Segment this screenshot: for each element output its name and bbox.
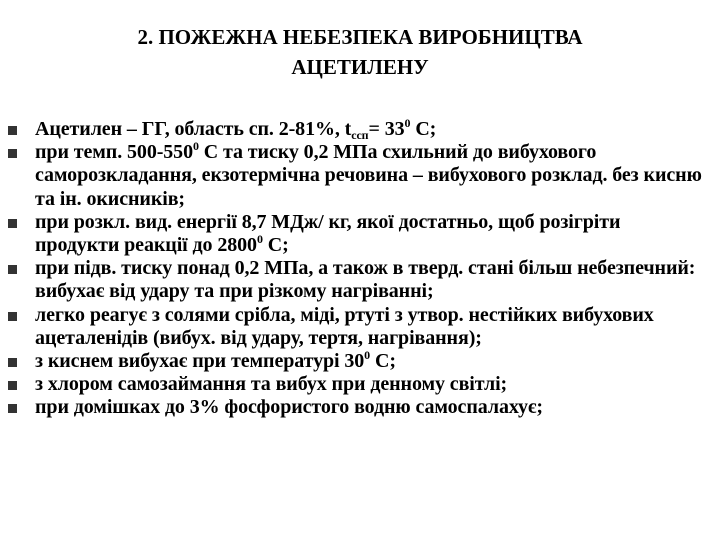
bullet-superscript: 0: [364, 348, 371, 363]
bullet-text-tail: С;: [262, 234, 289, 257]
square-bullet-icon: [8, 312, 17, 321]
square-bullet-icon: [8, 265, 17, 274]
square-bullet-icon: [8, 358, 17, 367]
bullet-text: при розкл. вид. енергії 8,7 МДж/ кг, якої достатньо, щоб розігріти продукти реакції до 2800: [35, 210, 621, 257]
square-bullet-icon: [8, 126, 17, 135]
bullet-text: легко реагує з солями срібла, міді, ртуті з утвор. нестійких вибухових ацеталенідів (вибух. від удару, тертя, нагрівання);: [35, 303, 654, 349]
square-bullet-icon: [8, 149, 17, 158]
slide-title: [60, 22, 660, 82]
bullet-superscript: 0: [256, 232, 263, 247]
bullet-item: [8, 373, 708, 396]
bullet-subscript: ссп: [351, 128, 369, 142]
title-line-2: АЦЕТИЛЕНУ: [291, 55, 429, 79]
bullet-item: [8, 211, 708, 257]
bullet-text: з киснем вибухає при температурі 30: [35, 350, 365, 373]
square-bullet-icon: [8, 381, 17, 390]
bullet-text: Ацетилен – ГГ, область сп. 2-81%, t: [35, 118, 352, 140]
square-bullet-icon: [8, 219, 17, 228]
bullet-superscript: 0: [192, 139, 199, 154]
bullet-text-tail: С;: [410, 118, 437, 140]
bullet-text: при підв. тиску понад 0,2 МПа, а також в тверд. стані більш небезпечний: вибухає від удару та при різкому нагріванні;: [35, 257, 696, 303]
bullet-text: при темп. 500-550: [35, 141, 193, 164]
bullet-text: з хлором самозаймання та вибух при денному світлі;: [35, 373, 508, 396]
bullet-superscript: 0: [404, 116, 411, 130]
bullet-text-mid: = 33: [368, 118, 405, 140]
title-line-1: 2. ПОЖЕЖНА НЕБЕЗПЕКА ВИРОБНИЦТВА: [137, 25, 583, 49]
bullet-item: [8, 304, 708, 350]
bullet-item: [8, 118, 708, 141]
bullet-text-tail: С та тиску 0,2 МПа схильний до вибухового саморозкладання, екзотермічна речовина – вибухового розклад. без кисню та ін. окисників;: [35, 141, 702, 210]
bullet-item: [8, 141, 708, 211]
bullet-item: [8, 396, 708, 419]
square-bullet-icon: [8, 404, 17, 413]
bullet-text-tail: С;: [370, 350, 396, 373]
bullet-text: при домішках до 3% фосфористого водню самоспалахує;: [35, 396, 543, 419]
bullet-item: [8, 350, 708, 373]
bullet-list: [8, 118, 708, 420]
bullet-item: [8, 257, 708, 303]
